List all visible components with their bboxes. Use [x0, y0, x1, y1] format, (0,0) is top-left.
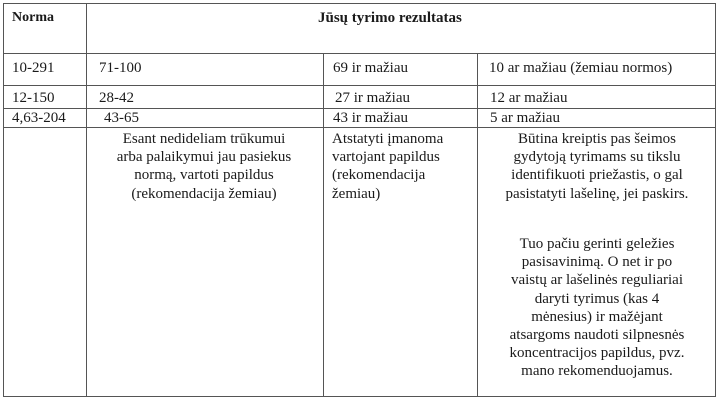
recommendation-severe-line: koncentracijos papildus, pvz.	[509, 345, 685, 362]
header-divider	[3, 53, 716, 54]
recommendation-mild-line: arba palaikymui jau pasiekus	[116, 149, 292, 166]
recommendation-severe-line: daryti tyrimus (kas 4	[534, 290, 660, 307]
table-border-left	[3, 3, 4, 397]
recommendation-moderate	[332, 130, 474, 203]
table-border-top	[3, 3, 716, 4]
recommendation-severe-p2	[479, 235, 715, 381]
row3-range2: 43 ir mažiau	[333, 110, 408, 126]
row3-norma: 4,63-204	[12, 110, 66, 126]
recommendation-moderate-line: Atstatyti įmanoma	[332, 131, 444, 147]
norma-column-divider	[86, 3, 87, 397]
recommendation-mild-line: (rekomendacija žemiau)	[131, 185, 277, 202]
recommendation-moderate-line: vartojant papildus	[332, 149, 440, 166]
table-border-bottom	[3, 396, 716, 397]
row1-range2: 69 ir mažiau	[333, 60, 408, 76]
recommendation-severe-line: mano rekomenduojamus.	[521, 363, 673, 380]
header-results-title: Jūsų tyrimo rezultatas	[318, 10, 462, 26]
header-norma: Norma	[12, 10, 54, 25]
recommendation-severe-line: atsargoms naudoti silpnesnės	[509, 327, 685, 344]
recommendation-severe-line: Tuo pačiu gerinti geležies	[519, 236, 675, 252]
row2-range2: 27 ir mažiau	[335, 90, 410, 106]
recommendation-severe-line: pasisavinimą. O net ir po	[521, 254, 673, 271]
recommendation-severe-p1	[479, 130, 715, 203]
row3-range1: 43-65	[104, 110, 139, 126]
table-border-right	[715, 3, 716, 397]
recommendation-severe-line: Būtina kreiptis pas šeimos	[518, 131, 676, 147]
recommendation-moderate-line: žemiau)	[332, 185, 381, 202]
row2-range1: 28-42	[99, 90, 134, 106]
recommendation-severe-line: gydytoją tyrimams su tikslu	[513, 149, 681, 166]
recommendation-mild-line: normą, vartoti papildus	[134, 167, 274, 184]
recommendation-severe-line: vaistų ar lašelinės reguliariai	[510, 272, 684, 289]
row3-divider	[3, 127, 716, 128]
recommendation-severe-line: mėnesius) ir mažėjant	[531, 308, 663, 325]
row1-range3: 10 ar mažiau (žemiau normos)	[489, 60, 673, 76]
row1-range1: 71-100	[99, 60, 142, 76]
row2-range3: 12 ar mažiau	[490, 90, 568, 106]
row2-norma: 12-150	[12, 90, 55, 106]
range-column-divider-2	[477, 53, 478, 397]
range-column-divider-1	[323, 53, 324, 397]
row1-norma: 10-291	[12, 60, 55, 76]
recommendation-moderate-line: (rekomendacija	[332, 167, 426, 184]
row1-divider	[3, 85, 716, 86]
recommendation-mild	[88, 130, 320, 203]
row3-range3: 5 ar mažiau	[490, 110, 560, 126]
recommendation-severe-line: pasistatyti lašelinę, jei paskirs.	[505, 185, 689, 202]
recommendation-mild-line: Esant nedideliam trūkumui	[122, 131, 286, 147]
recommendation-severe-line: identifikuoti priežastis, o gal	[511, 167, 683, 184]
